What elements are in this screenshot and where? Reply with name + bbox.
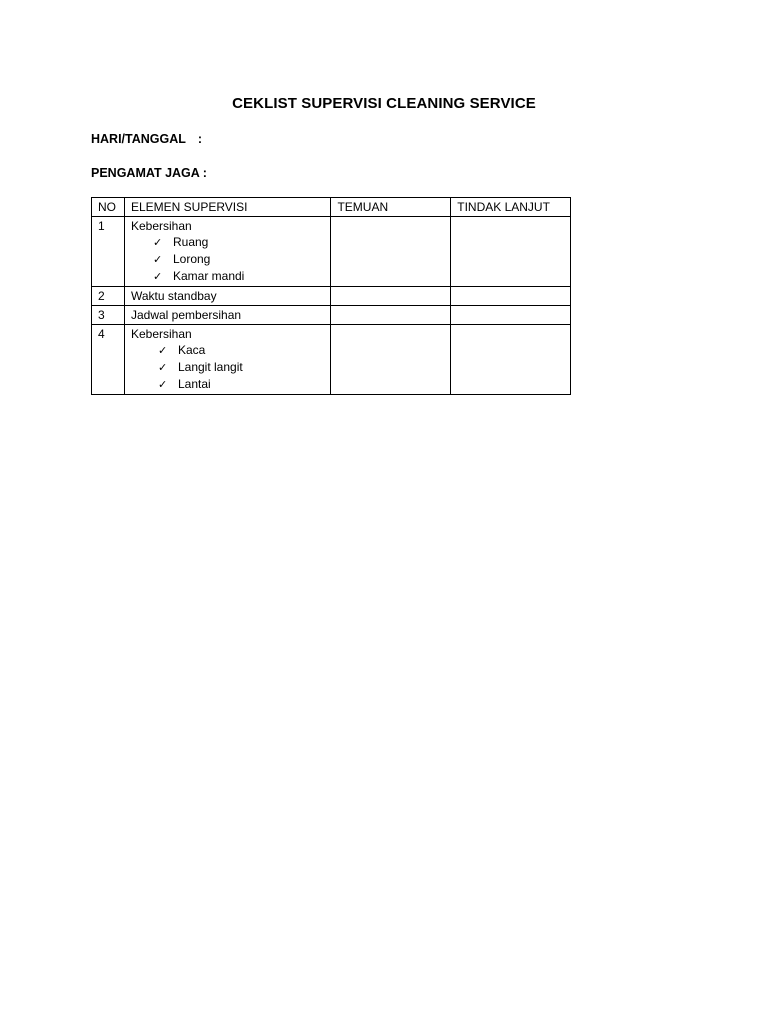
check-icon: ✓ <box>157 344 168 357</box>
subitem <box>131 376 324 393</box>
row-element <box>124 325 330 395</box>
row-temuan[interactable] <box>331 287 451 306</box>
document-title: CEKLIST SUPERVISI CLEANING SERVICE <box>232 95 536 112</box>
hari-tanggal-label: HARI/TANGGAL <box>91 132 186 146</box>
row-no: 2 <box>92 287 125 306</box>
hari-tanggal-field <box>91 132 202 146</box>
table-row <box>92 287 571 306</box>
hari-tanggal-colon: : <box>197 132 203 146</box>
header-no: NO <box>92 198 125 217</box>
subitem <box>131 251 324 268</box>
element-label: Waktu standbay <box>130 289 217 303</box>
subitem-label: Langit langit <box>177 360 243 374</box>
row-no: 4 <box>92 325 125 395</box>
header-elemen-supervisi: ELEMEN SUPERVISI <box>124 198 330 217</box>
row-element <box>124 287 330 306</box>
subitem-label: Lantai <box>177 377 211 391</box>
subitem-label: Kaca <box>177 343 206 357</box>
element-label: Kebersihan <box>130 219 192 233</box>
row-tindak-lanjut[interactable] <box>451 217 571 287</box>
row-temuan[interactable] <box>331 217 451 287</box>
subitem-label: Lorong <box>172 252 211 266</box>
check-icon: ✓ <box>157 378 168 391</box>
row-element <box>124 217 330 287</box>
header-temuan: TEMUAN <box>331 198 451 217</box>
row-temuan[interactable] <box>331 325 451 395</box>
element-label: Jadwal pembersihan <box>130 308 242 322</box>
row-no: 1 <box>92 217 125 287</box>
row-temuan[interactable] <box>331 306 451 325</box>
header-tindak-lanjut: TINDAK LANJUT <box>451 198 571 217</box>
supervision-table <box>91 197 571 395</box>
check-icon: ✓ <box>152 270 163 283</box>
row-tindak-lanjut[interactable] <box>451 306 571 325</box>
subitem-label: Ruang <box>172 235 209 249</box>
subitem <box>131 268 324 285</box>
row-tindak-lanjut[interactable] <box>451 287 571 306</box>
row-no: 3 <box>92 306 125 325</box>
element-label: Kebersihan <box>130 327 192 341</box>
row-element <box>124 306 330 325</box>
row-tindak-lanjut[interactable] <box>451 325 571 395</box>
table-row <box>92 306 571 325</box>
subitem-label: Kamar mandi <box>172 269 245 283</box>
check-icon: ✓ <box>152 253 163 266</box>
subitem <box>131 342 324 359</box>
pengamat-jaga-field <box>91 166 207 180</box>
subitem <box>131 234 324 251</box>
subitem <box>131 359 324 376</box>
table-header-row <box>92 198 571 217</box>
check-icon: ✓ <box>157 361 168 374</box>
pengamat-jaga-label: PENGAMAT JAGA : <box>91 166 207 180</box>
check-icon: ✓ <box>152 236 163 249</box>
table-row <box>92 325 571 395</box>
table-row <box>92 217 571 287</box>
